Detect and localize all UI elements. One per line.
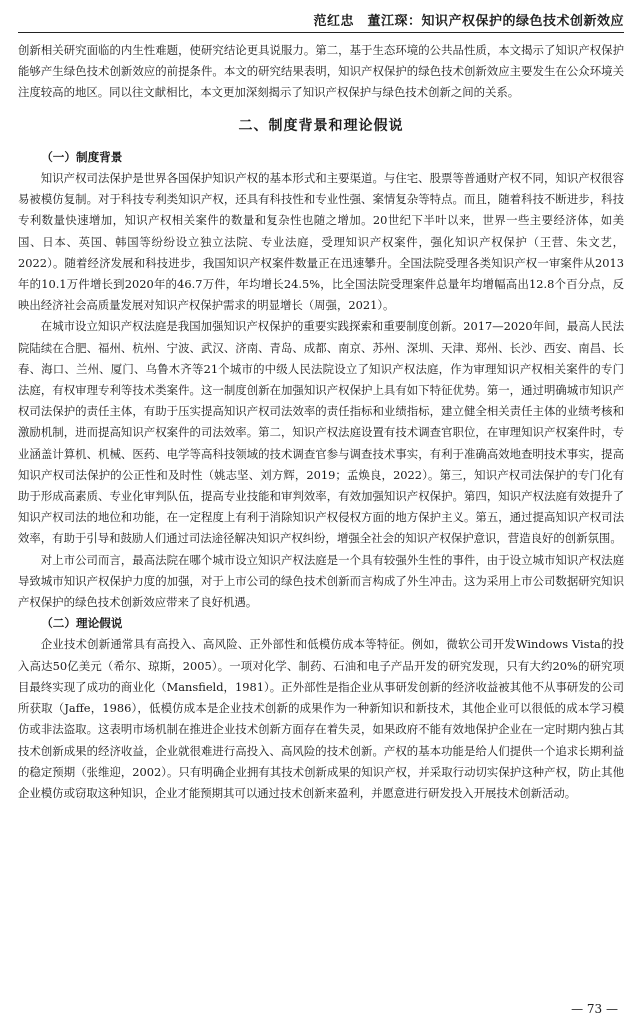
header-rule <box>18 32 624 33</box>
body-paragraph: 对上市公司而言，最高法院在哪个城市设立知识产权法庭是一个具有较强外生性的事件，由于设立城市知识产权法庭导致城市知识产权保护力度的加强，对于上市公司的绿色技术创新而言构成了外生冲击。这为采用上市公司数据研究知识产权保护的绿色技术创新效应带来了良好机遇。 <box>18 552 624 610</box>
subsection-heading-hypothesis: （二）理论假说 <box>41 616 123 631</box>
section-heading: 二、制度背景和理论假说 <box>238 117 404 134</box>
body-paragraph: 在城市设立知识产权法庭是我国加强知识产权保护的重要实践探索和重要制度创新。2017—2020年间，最高人民法院陆续在合肥、福州、杭州、宁波、武汉、济南、青岛、成都、南京、苏州、深圳、天津、郑州、长沙、西安、南昌、长春、海口、兰州、厦门、乌鲁木齐等21个城市的中级人民法院设立了知识产权法庭，作为审理知识产权相关案件的专门法庭，有权审理专利等技术类案件。这一制度创新在加强知识产权保护上具有如下特征优势。第一，通过明确城市知识产权司法保护的责任主体，有助于压实提高知识产权司法效率的责任指标和业绩指标，建立健全相关责任主体的业绩考核和激励机制，进而提高知识产权案件的司法效率。第二，知识产权法庭设置有技术调查官职位，在审理知识产权案件时，专业涵盖计算机、机械、医药、电学等高科技领域的技术调查官参与调查技术事实，有利于准确高效地查明技术事实，提高知识产权司法保护的公正性和及时性（姚志坚、刘方辉，2019；孟焕良，2022）。第三，知识产权司法保护的专门化有助于形成高素质、专业化审判队伍，提高专业技能和审判效率，有效加强知识产权保护。第四，知识产权法庭有效提升了知识产权司法的地位和功能，在一定程度上有利于消除知识产权侵权方面的地方保护主义。第五，通过提高知识产权司法效率，有助于引导和鼓励人们通过司法途径解决知识产权纠纷，增强全社会的知识产权保护意识，营造良好的创新氛围。 <box>18 319 624 546</box>
subsection-heading-background: （一）制度背景 <box>41 149 123 164</box>
body-paragraph: 企业技术创新通常具有高投入、高风险、正外部性和低模仿成本等特征。例如，微软公司开发Windows Vista的投入高达50亿美元（希尔、琼斯，2005）。一项对化学、制药、石油和电子产品开发的研究发现，只有大约20%的研究项目最终实现了成功的商业化（Mansfield，1981）。正外部性是指企业从事研发创新的经济收益被其他不从事研发的公司所获取（Jaffe，1986），低模仿成本是企业技术创新的成果作为一种新知识和新技术，其他企业可以很低的成本学习模仿或非法盗取。这表明市场机制在推进企业技术创新方面存在着失灵，如果政府不能有效地保护企业在一定时期内独占其技术创新成果的经济收益，企业就很难进行高投入、高风险的技术创新。产权的基本功能是给人们提供一个追求长期利益的稳定预期（张维迎，2002）。只有明确企业拥有其技术创新成果的知识产权，并采取行动切实保护这种产权，防止其他企业模仿或窃取这种知识，企业才能预期其可以通过技术创新来盈利，并愿意进行研发投入开展技术创新活动。 <box>18 637 624 800</box>
body-paragraph: 创新相关研究面临的内生性难题，使研究结论更具说服力。第二，基于生态环境的公共品性质，本文揭示了知识产权保护能够产生绿色技术创新效应的前提条件。本文的研究结果表明，知识产权保护的绿色技术创新效应主要发生在公众环境关注度较高的地区。同以往文献相比，本文更加深刻揭示了知识产权保护与绿色技术创新之间的关系。 <box>18 43 624 100</box>
body-paragraph: 知识产权司法保护是世界各国保护知识产权的基本形式和主要渠道。与住宅、股票等普通财产权不同，知识产权很容易被模仿复制。对于科技专利类知识产权，还具有科技性和专业性强、案情复杂等特点。而且，随着科技不断进步，科技专利数量快速增加，知识产权相关案件的数量和复杂性也随之增加。20世纪下半叶以来，世界一些主要经济体，如美国、日本、英国、韩国等纷纷设立独立法院、专业法庭，受理知识产权案件，强化知识产权保护（王营、朱文艺，2022）。随着经济发展和科技进步，我国知识产权案件数量正在迅速攀升。全国法院受理各类知识产权一审案件从2013年的10.1万件增长到2020年的46.7万件，年均增长24.5%，比全国法院受理案件总量年均增幅高出12.8个百分点，反映出经济社会高质量发展对知识产权保护需求的明显增长（周强，2021）。 <box>18 171 624 313</box>
running-title: 范红忠 董江琛：知识产权保护的绿色技术创新效应 <box>313 14 624 29</box>
page-number: — 73 — <box>571 1002 618 1016</box>
running-header <box>0 0 642 34</box>
article-body <box>18 40 624 804</box>
